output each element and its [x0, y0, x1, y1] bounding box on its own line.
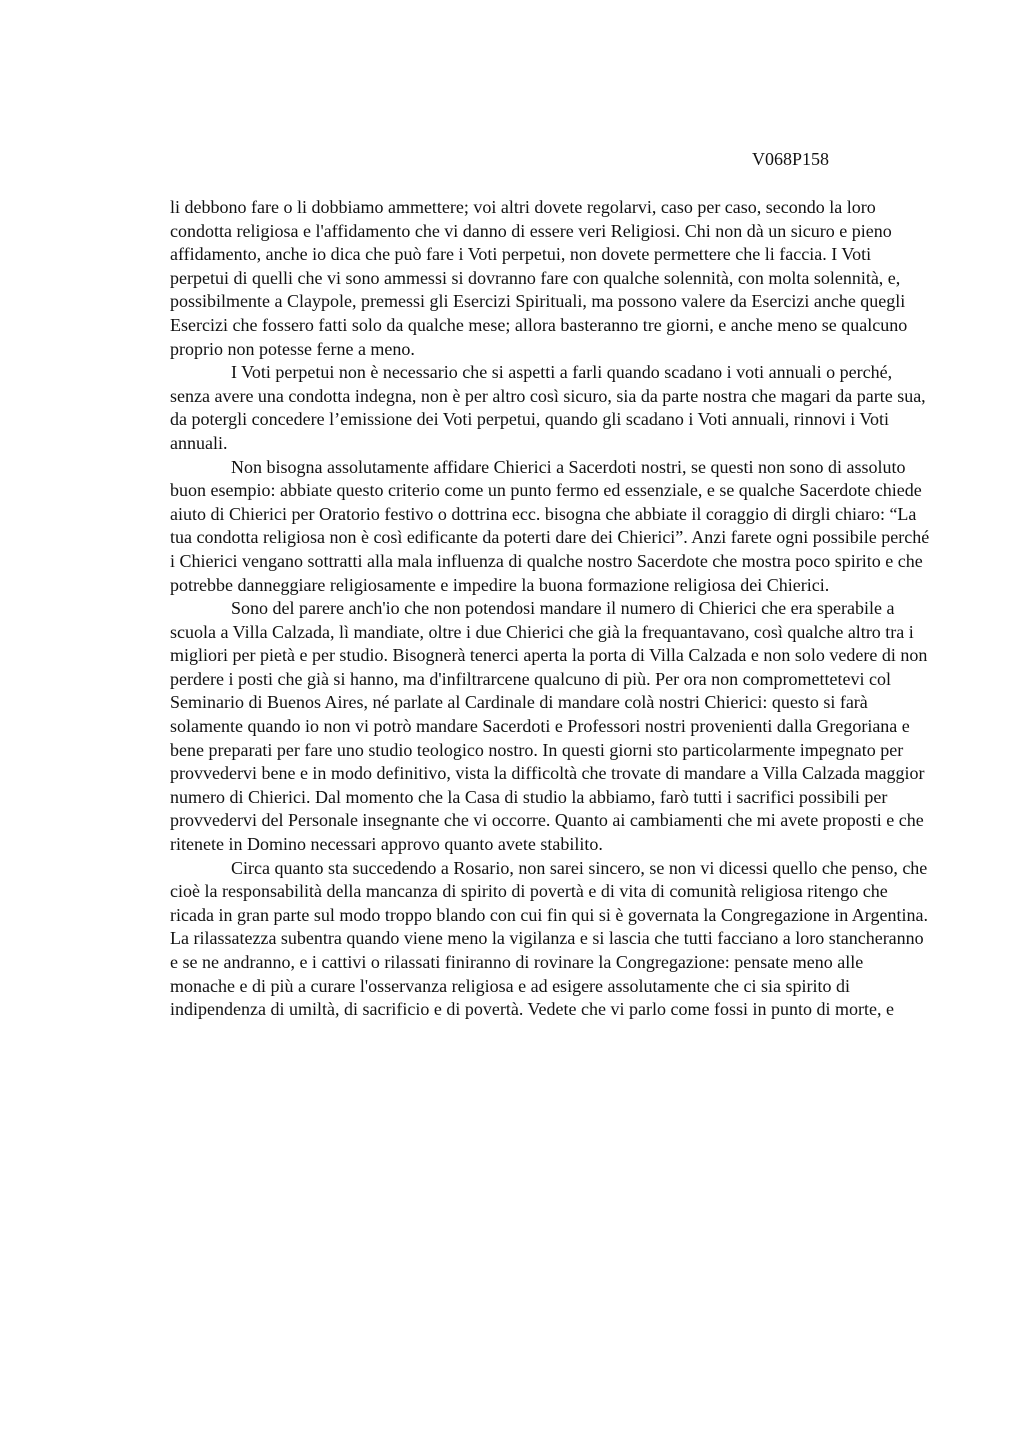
paragraph-3: Non bisogna assolutamente affidare Chierici a Sacerdoti nostri, se questi non sono di assoluto buon esempio: abbiate questo criterio come un punto fermo ed essenziale, e se qualche Sacerdote chiede aiuto di Chierici per Oratorio festivo o dottrina ecc. bisogna che abbiate il coraggio di dirgli chiaro: “La tua condotta religiosa non è così edificante da poterti dare dei Chierici”. Anzi farete ogni possibile perché i Chierici vengano sottratti alla mala influenza di qualche nostro Sacerdote che mostra poco spirito e che potrebbe danneggiare religiosamente e impedire la buona formazione religiosa dei Chierici.	[170, 456, 930, 595]
paragraph-5: Circa quanto sta succedendo a Rosario, non sarei sincero, se non vi dicessi quello che penso, che cioè la responsabilità della mancanza di spirito di povertà e di vita di comunità religiosa ritengo che ricada in gran parte sul modo troppo blando con cui fin qui si è governata la Congregazione in Argentina. La rilassatezza subentra quando viene meno la vigilanza e si lascia che tutti facciano a loro stancheranno e se ne andranno, e i cattivi o rilassati finiranno di rovinare la Congregazione: pensate meno alle monache e di più a curare l'osservanza religiosa e ad esigere assolutamente che ci sia spirito di indipendenza di umiltà, di sacrificio e di povertà. Vedete che vi parlo come fossi in punto di morte, e	[170, 857, 928, 1020]
paragraph-2: I Voti perpetui non è necessario che si aspetti a farli quando scadano i voti annuali o perché, senza avere una condotta indegna, non è per altro così sicuro, sia da parte nostra che magari da parte sua, da potergli concedere l’emissione dei Voti perpetui, quando gli scadano i Voti annuali, rinnovi i Voti annuali.	[170, 362, 926, 453]
page-identifier: V068P158	[752, 149, 830, 169]
paragraph-4: Sono del parere anch'io che non potendosi mandare il numero di Chierici che era sperabile a scuola a Villa Calzada, lì mandiate, oltre i due Chierici che già la frequantavano, così qualche altro tra i migliori per pietà e per studio. Bisognerà tenerci aperta la porta di Villa Calzada e non solo vedere di non perdere i posti che già si hanno, ma d'infiltrarcene qualcuno di più. Per ora non compromettetevi col Seminario di Buenos Aires, né parlate al Cardinale di mandare colà nostri Chierici: questo si farà solamente quando io non vi potrò mandare Sacerdoti e Professori nostri provenienti dalla Gregoriana e bene preparati per fare uno studio teologico nostro. In questi giorni sto particolarmente impegnato per provvedervi bene e in modo definitivo, vista la difficoltà che trovate di mandare a Villa Calzada maggior numero di Chierici. Dal momento che la Casa di studio la abbiamo, farò tutti i sacrifici possibili per provvedervi del Personale insegnante che vi occorre. Quanto ai cambiamenti che mi avete proposti e che ritenete in Domino necessari approvo quanto avete stabilito.	[170, 598, 928, 855]
document-body	[170, 196, 930, 1022]
paragraph-1: li debbono fare o li dobbiamo ammettere; voi altri dovete regolarvi, caso per caso, secondo la loro condotta religiosa e l'affidamento che vi danno di essere veri Religiosi. Chi non dà un sicuro e pieno affidamento, anche io dica che può fare i Voti perpetui, non dovete permettere che li faccia. I Voti perpetui di quelli che vi sono ammessi si dovranno fare con qualche solennità, con molta solennità, e, possibilmente a Claypole, premessi gli Esercizi Spirituali, ma possono valere da Esercizi anche quegli Esercizi che fossero fatti solo da qualche mese; allora basteranno tre giorni, e anche meno se qualcuno proprio non potesse ferne a meno.	[170, 197, 908, 359]
